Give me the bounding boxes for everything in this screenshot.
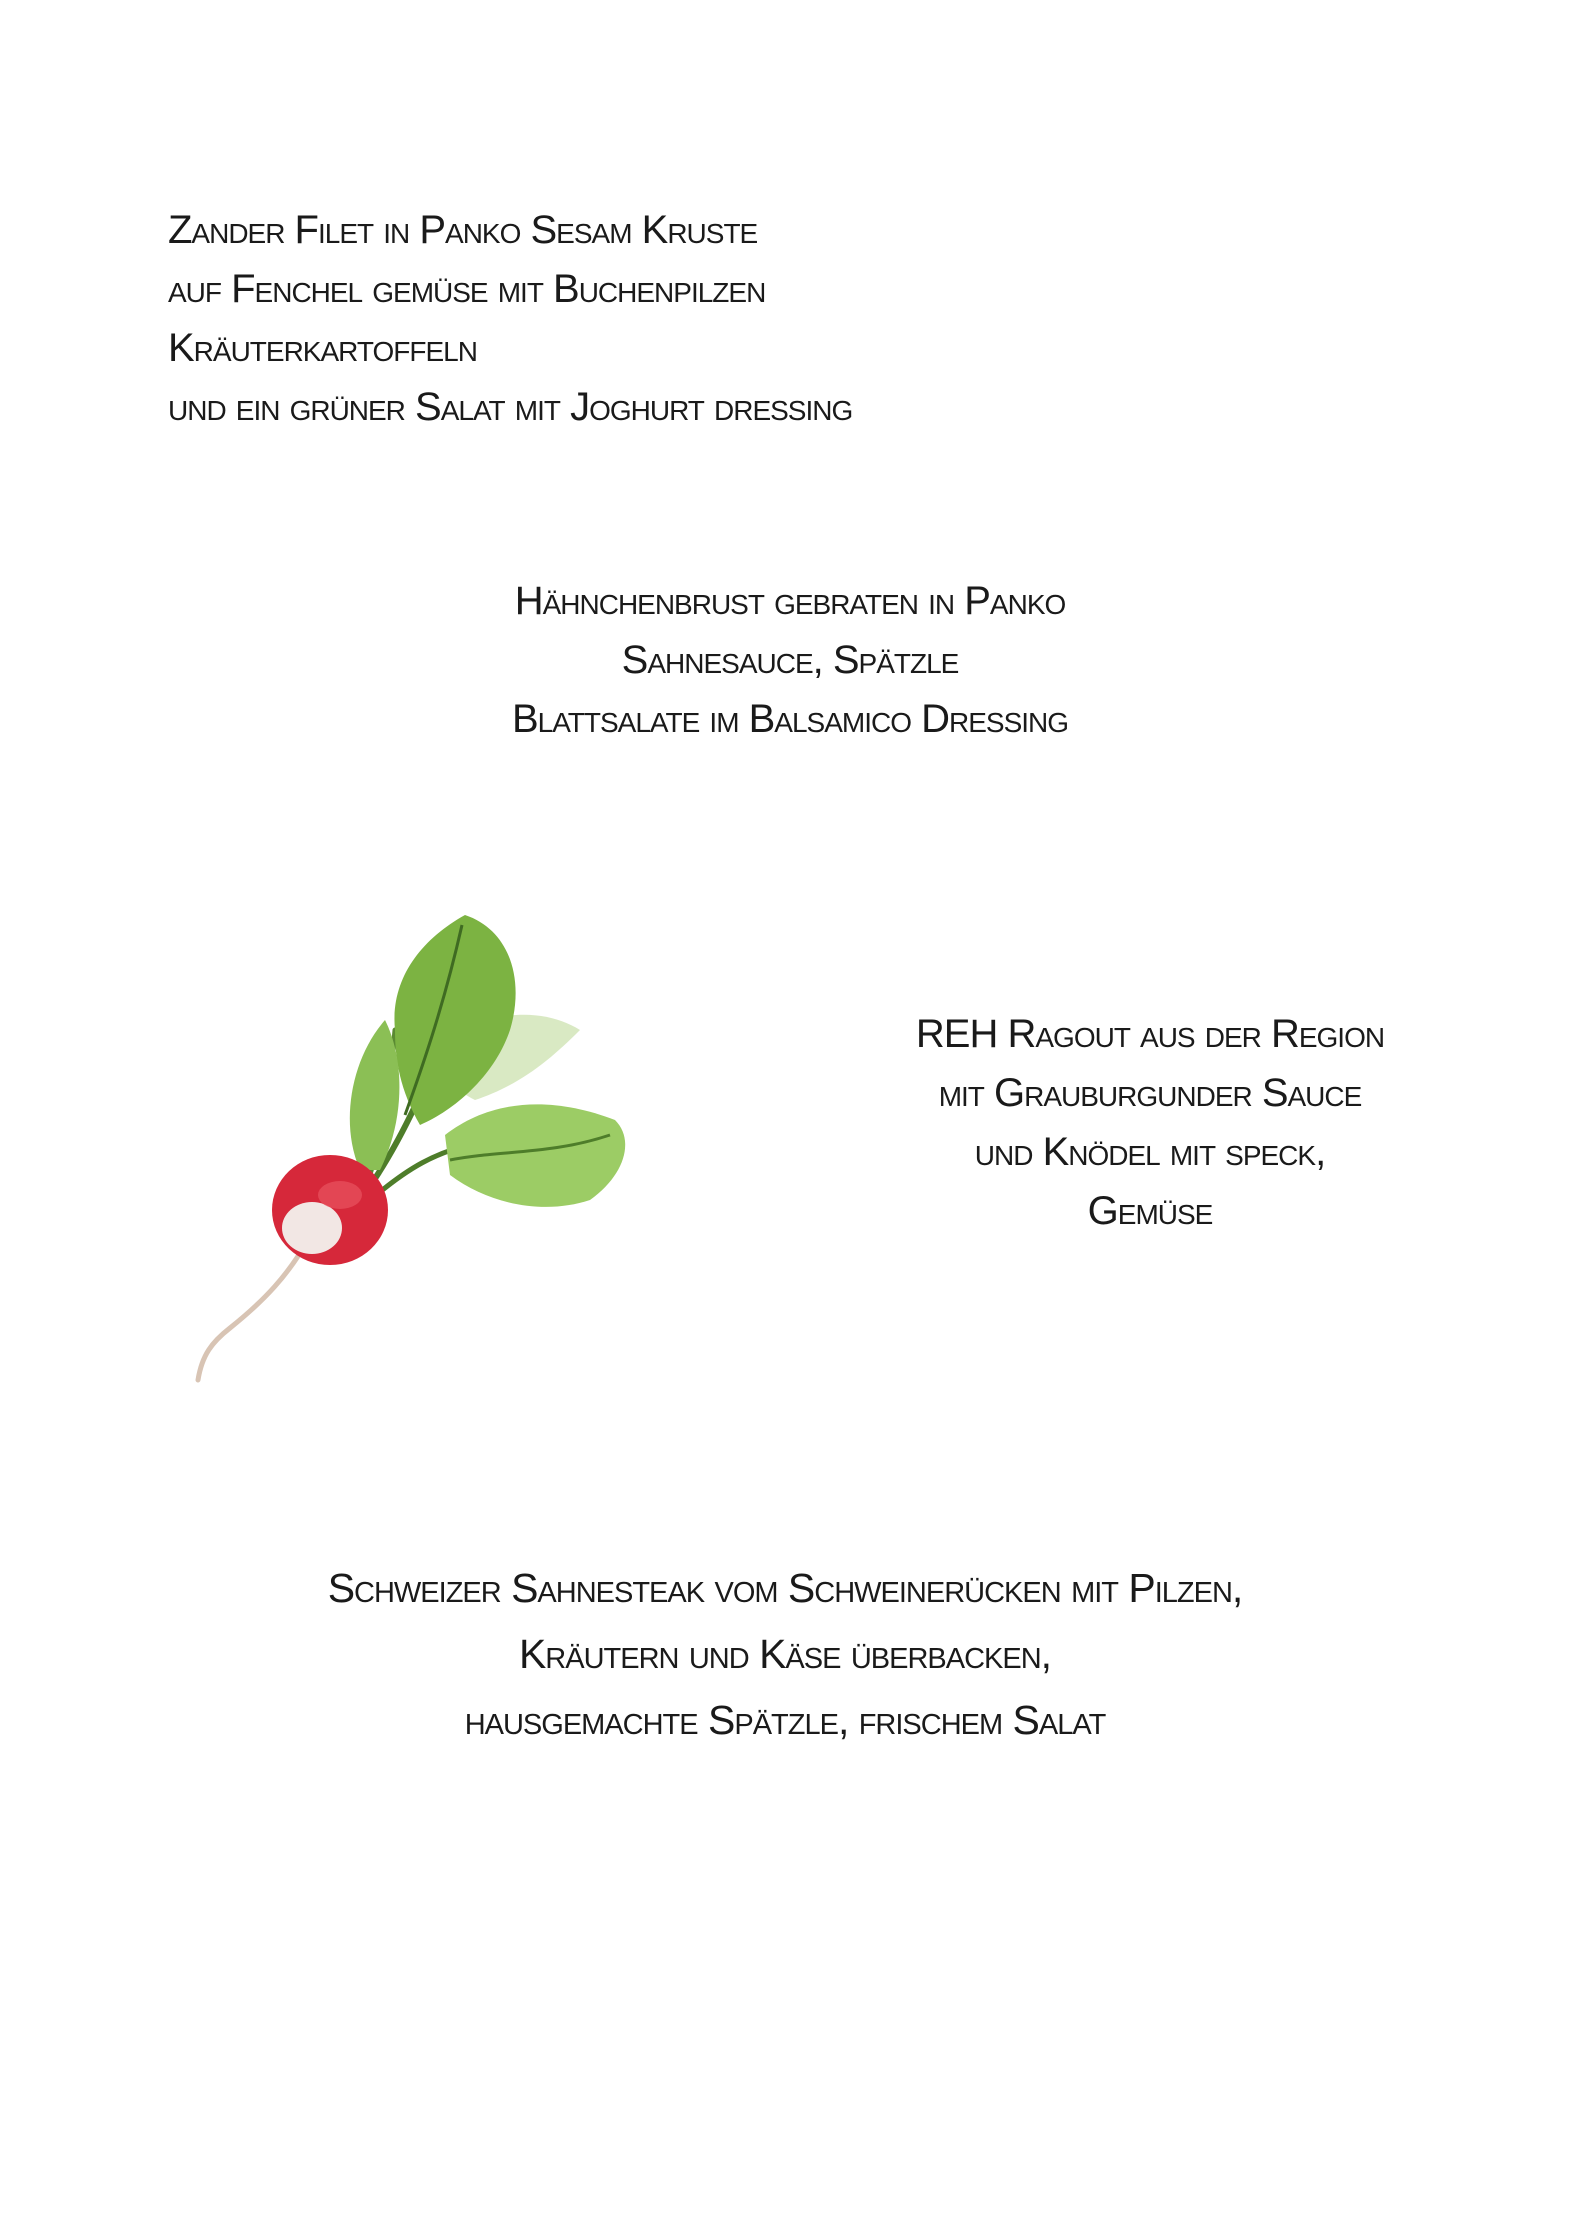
dish-line: Blattsalate im Balsamico Dressing	[511, 697, 1069, 741]
dish-line: und Knödel mit speck,	[974, 1130, 1326, 1174]
dish-line: auf Fenchel gemüse mit Buchenpilzen	[168, 267, 766, 311]
dish-line: REH Ragout aus der Region	[915, 1012, 1385, 1056]
dish-line: Gemüse	[1087, 1189, 1213, 1233]
dish-line: Hähnchenbrust gebraten in Panko	[514, 579, 1066, 623]
dish-zander	[168, 201, 852, 437]
dish-haehnchenbrust	[390, 572, 1190, 749]
dish-line: Sahnesauce, Spätzle	[621, 638, 959, 682]
dish-line: und ein grüner Salat mit Joghurt dressing	[168, 385, 853, 429]
dish-line: hausgemachte Spätzle, frischem Salat	[464, 1697, 1106, 1743]
dish-line: mit Grauburgunder Sauce	[938, 1071, 1362, 1115]
dish-line: Schweizer Sahnesteak vom Schweinerücken mit Pilzen,	[327, 1565, 1243, 1611]
radish-icon	[190, 910, 660, 1390]
dish-schweizer-sahnesteak	[240, 1555, 1330, 1753]
dish-reh-ragout	[840, 1005, 1460, 1241]
dish-line: Zander Filet in Panko Sesam Kruste	[168, 208, 758, 252]
dish-line: Kräutern und Käse überbacken,	[518, 1631, 1052, 1677]
dish-line: Kräuterkartoffeln	[168, 326, 477, 370]
